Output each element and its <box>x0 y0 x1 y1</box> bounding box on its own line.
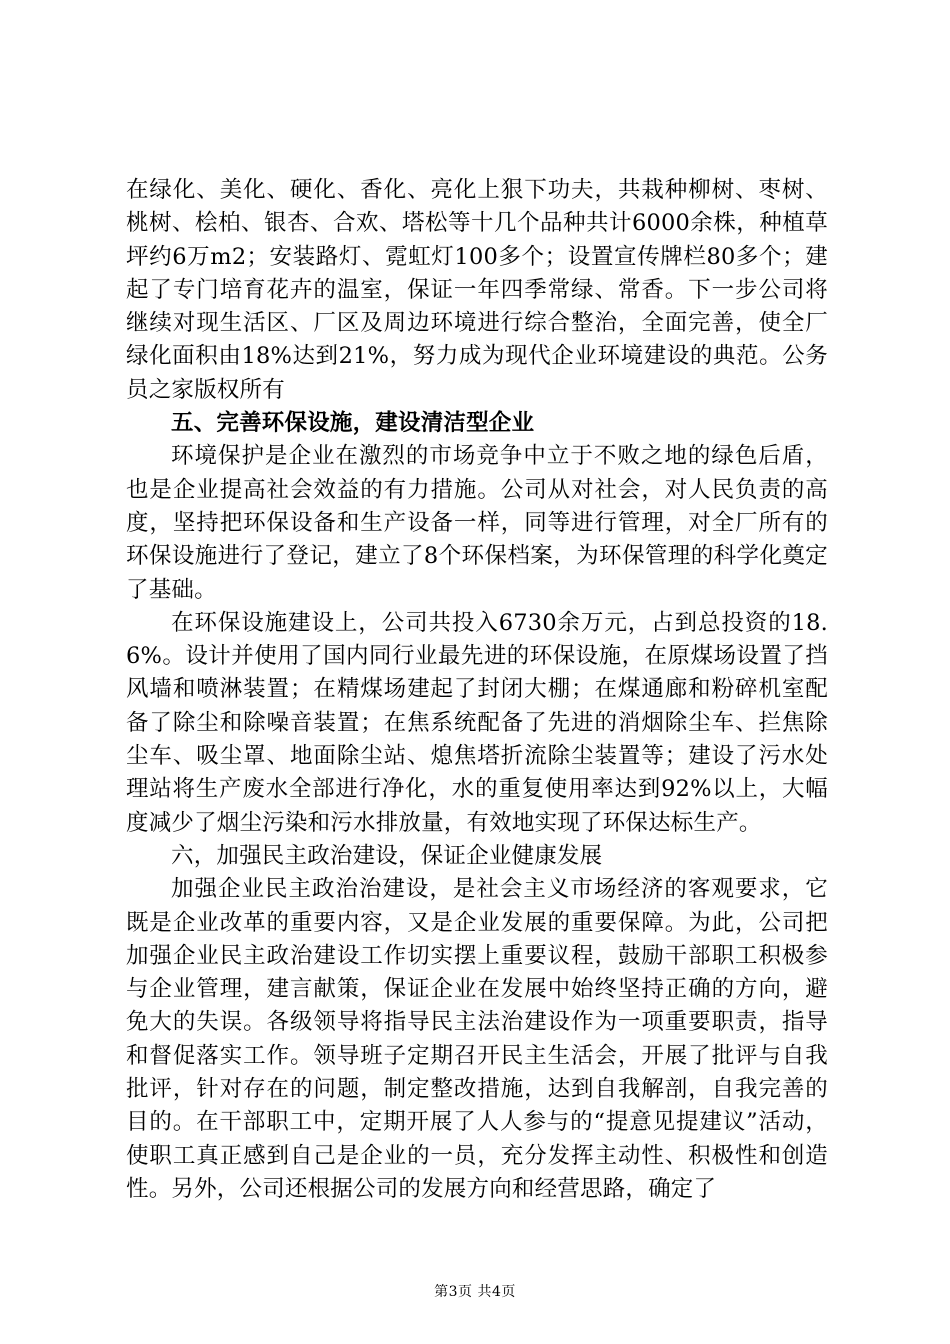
paragraph-env-facilities: 在环保设施建设上，公司共投入6730余万元，占到总投资的18.6%。设计并使用了国内同行业最先进的环保设施，在原煤场设置了挡风墙和喷淋装置；在精煤场建起了封闭大棚；在煤通廊和粉碎机室配备了除尘和除噪音装置；在焦系统配备了先进的消烟除尘车、拦焦除尘车、吸尘罩、地面除尘站、熄焦塔折流除尘装置等；建设了污水处理站将生产废水全部进行净化，水的重复使用率达到92%以上，大幅度减少了烟尘污染和污水排放量，有效地实现了环保达标生产。 <box>126 609 828 836</box>
section-heading-6: 六，加强民主政治建设，保证企业健康发展 <box>171 842 603 869</box>
document-body <box>126 174 828 1206</box>
paragraph-greening: 在绿化、美化、硬化、香化、亮化上狠下功夫，共栽种柳树、枣树、桃树、桧柏、银杏、合欢、塔松等十几个品种共计6000余株，种植草坪约6万m2；安装路灯、霓虹灯100多个；设置宣传牌栏80多个；建起了专门培育花卉的温室，保证一年四季常绿、常香。下一步公司将继续对现生活区、厂区及周边环境进行综合整治，全面完善，使全厂绿化面积由18%达到21%，努力成为现代企业环境建设的典范。公务员之家版权所有 <box>126 177 828 403</box>
section-heading-5: 五、完善环保设施，建设清洁型企业 <box>171 410 535 437</box>
paragraph-env-protection: 环境保护是企业在激烈的市场竞争中立于不败之地的绿色后盾，也是企业提高社会效益的有力措施。公司从对社会，对人民负责的高度，坚持把环保设备和生产设备一样，同等进行管理，对全厂所有的环保设施进行了登记，建立了8个环保档案，为环保管理的科学化奠定了基础。 <box>126 443 828 603</box>
paragraph-democracy: 加强企业民主政治治建设，是社会主义市场经济的客观要求，它既是企业改革的重要内容，又是企业发展的重要保障。为此，公司把加强企业民主政治建设工作切实摆上重要议程，鼓励干部职工积极参与企业管理，建言献策，保证企业在发展中始终坚持正确的方向，避免大的失误。各级领导将指导民主法治建设作为一项重要职责，指导和督促落实工作。领导班子定期召开民主生活会，开展了批评与自我批评，针对存在的问题，制定整改措施，达到自我解剖，自我完善的目的。在干部职工中，定期开展了人人参与的“提意见提建议”活动，使职工真正感到自己是企业的一员，充分发挥主动性、积极性和创造性。另外，公司还根据公司的发展方向和经营思路，确定了 <box>126 876 828 1202</box>
page-number-footer: 第3页 共4页 <box>434 1284 516 1300</box>
